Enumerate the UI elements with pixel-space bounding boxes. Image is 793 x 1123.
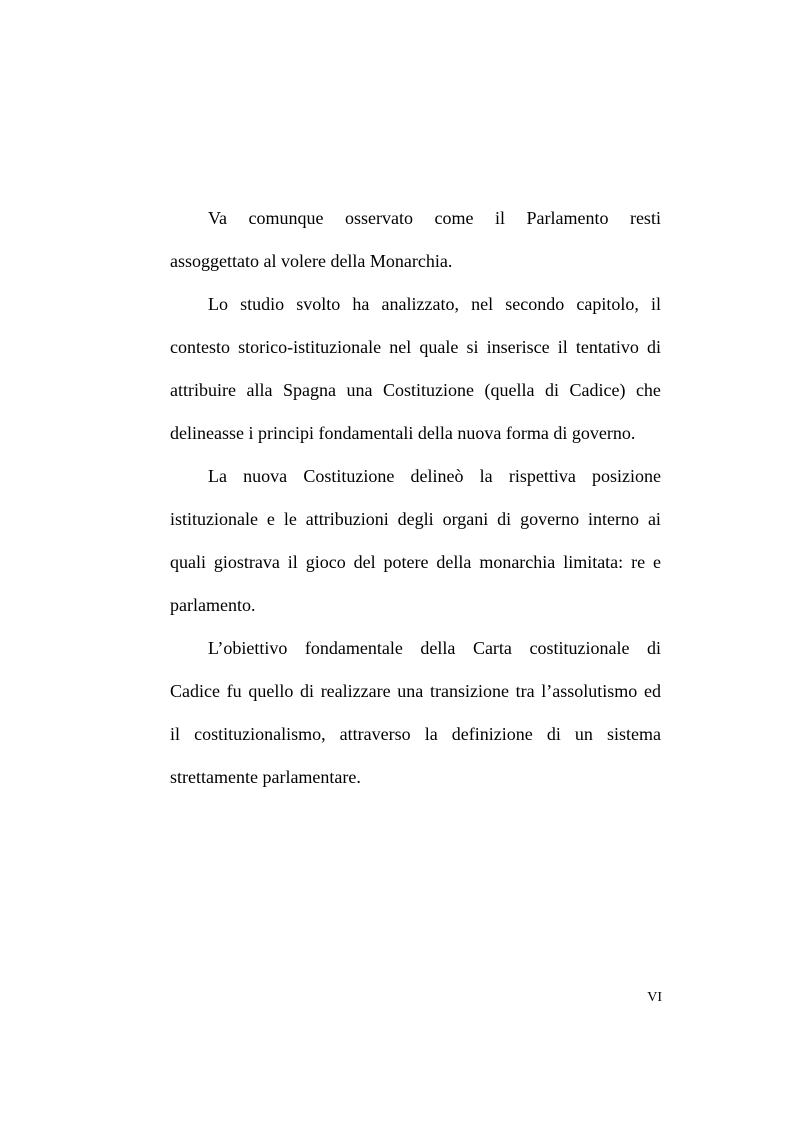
paragraph-first-line xyxy=(170,198,661,241)
word: potere xyxy=(383,552,429,572)
word: transizione xyxy=(429,681,509,701)
word: costituzionalismo, xyxy=(194,724,326,744)
word: il xyxy=(557,337,568,357)
word: organi xyxy=(442,509,489,529)
word: di xyxy=(646,337,661,357)
paragraph-line xyxy=(170,542,661,585)
word: Cadice) xyxy=(569,380,626,400)
word: Spagna xyxy=(282,380,336,400)
body-text xyxy=(170,198,661,800)
word: inserisce xyxy=(486,337,550,357)
word: storico-istituzionale xyxy=(238,337,382,357)
word: di xyxy=(300,681,315,701)
word: nel xyxy=(389,337,412,357)
word: e xyxy=(266,509,275,529)
word: Cadice xyxy=(170,681,220,701)
word: di xyxy=(546,724,561,744)
word: tentativo xyxy=(575,337,639,357)
word: re xyxy=(631,552,646,572)
word: ed xyxy=(643,681,661,701)
word: monarchia xyxy=(479,552,556,572)
word: contesto xyxy=(170,337,230,357)
word: limitata: xyxy=(563,552,624,572)
word: Costituzione xyxy=(382,380,474,400)
word: di xyxy=(497,509,512,529)
word: L’obiettivo xyxy=(208,638,288,658)
word: attribuire xyxy=(170,380,236,400)
word: Carta xyxy=(472,638,512,658)
word: svolto xyxy=(296,294,341,314)
paragraph-line xyxy=(170,671,661,714)
word: ai xyxy=(647,509,661,529)
word: tra xyxy=(515,681,535,701)
paragraph-line xyxy=(170,370,661,413)
word: il xyxy=(494,208,505,228)
word: fondamentale xyxy=(304,638,403,658)
paragraph-line: delineasse i principi fondamentali della nuova forma di governo. xyxy=(170,423,636,443)
word: comunque xyxy=(248,208,324,228)
word: quale xyxy=(419,337,459,357)
word: una xyxy=(397,681,424,701)
word: la xyxy=(479,466,493,486)
word: degli xyxy=(397,509,434,529)
paragraph-line: strettamente parlamentare. xyxy=(170,767,361,787)
word: della xyxy=(436,552,472,572)
word: Parlamento xyxy=(526,208,609,228)
word: di xyxy=(544,380,559,400)
word: giostrava xyxy=(213,552,280,572)
word: analizzato, xyxy=(381,294,459,314)
word: definizione xyxy=(451,724,533,744)
word: il xyxy=(650,294,661,314)
word: le xyxy=(283,509,297,529)
word: del xyxy=(353,552,376,572)
word: interno xyxy=(588,509,640,529)
paragraph-line: assoggettato al volere della Monarchia. xyxy=(170,251,453,271)
word: posizione xyxy=(591,466,661,486)
word: rispettiva xyxy=(508,466,576,486)
word: realizzare xyxy=(320,681,391,701)
word: che xyxy=(635,380,661,400)
word: si xyxy=(466,337,479,357)
paragraph-line xyxy=(170,714,661,757)
word: come xyxy=(434,208,474,228)
word: costituzionale xyxy=(529,638,630,658)
word: attraverso xyxy=(339,724,411,744)
word: l’assolutismo xyxy=(541,681,638,701)
word: della xyxy=(420,638,456,658)
word: Costituzione xyxy=(303,466,395,486)
word: attribuzioni xyxy=(305,509,389,529)
word: il xyxy=(287,552,298,572)
word: Va xyxy=(208,208,227,228)
word: La xyxy=(208,466,227,486)
word: nel xyxy=(471,294,494,314)
paragraph-first-line xyxy=(170,456,661,499)
word: Lo xyxy=(208,294,228,314)
word: alla xyxy=(246,380,273,400)
paragraph-line xyxy=(170,499,661,542)
word: quali xyxy=(170,552,206,572)
word: un xyxy=(574,724,593,744)
word: quello xyxy=(248,681,294,701)
word: gioco xyxy=(305,552,346,572)
word: ha xyxy=(352,294,370,314)
word: osservato xyxy=(344,208,413,228)
word: fu xyxy=(226,681,242,701)
paragraph-first-line xyxy=(170,628,661,671)
word: governo xyxy=(520,509,580,529)
word: delineò xyxy=(410,466,464,486)
paragraph-first-line xyxy=(170,284,661,327)
page-number: VI xyxy=(647,990,662,1005)
word: istituzionale xyxy=(170,509,258,529)
word: (quella xyxy=(484,380,535,400)
word: una xyxy=(346,380,373,400)
word: sistema xyxy=(607,724,661,744)
word: resti xyxy=(629,208,661,228)
word: di xyxy=(646,638,661,658)
word: secondo xyxy=(505,294,565,314)
paragraph-line: parlamento. xyxy=(170,595,256,615)
word: e xyxy=(652,552,661,572)
word: il xyxy=(170,724,181,744)
word: la xyxy=(424,724,438,744)
paragraph-line xyxy=(170,327,661,370)
word: nuova xyxy=(243,466,288,486)
word: studio xyxy=(240,294,285,314)
word: capitolo, xyxy=(576,294,639,314)
